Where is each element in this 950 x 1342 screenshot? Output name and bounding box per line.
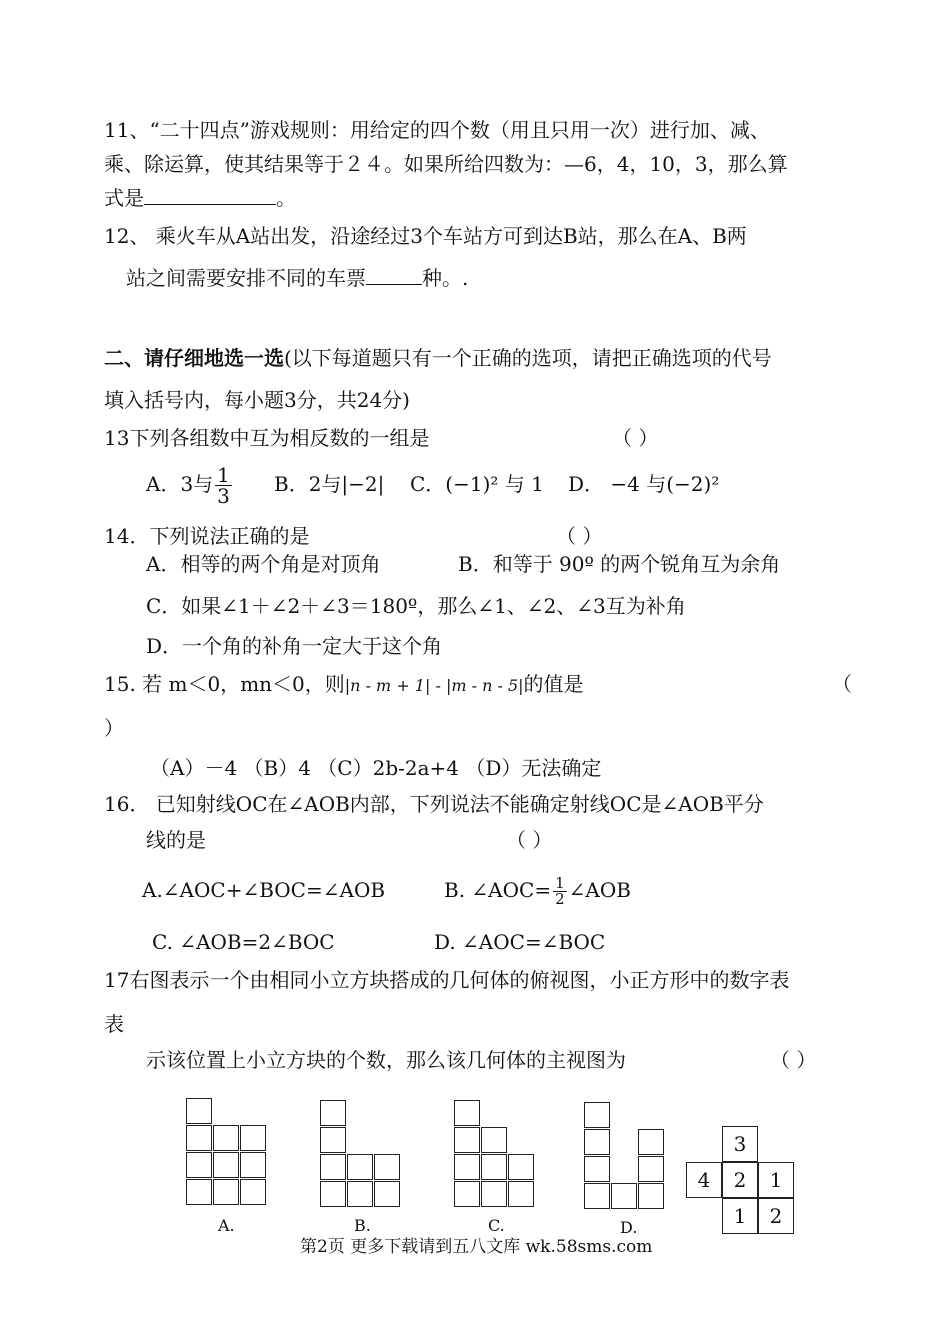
cube-cell [320, 1100, 346, 1126]
q16-option-a: A.∠AOC+∠BOC=∠AOB [142, 878, 386, 902]
q11-line3-post: 。 [276, 186, 296, 210]
q17-label-a: A. [218, 1216, 235, 1235]
q17-line1: 17右图表示一个由相同小立方块搭成的几何体的俯视图，小正方形中的数字表 [104, 968, 790, 992]
q15-stem-post: 的值是 [523, 672, 584, 696]
cube-cell [320, 1181, 346, 1207]
q17-line1-wrap: 表 [104, 1012, 124, 1036]
q11-line1: 11、“二十四点”游戏规则：用给定的四个数（用且只用一次）进行加、减、 [104, 118, 770, 142]
q13-fraction-den: 3 [217, 484, 230, 508]
q15-expression: |n - m + 1| - |m - n - 5| [344, 676, 524, 695]
q16-fraction [553, 876, 567, 907]
q17-figure-d[interactable] [584, 1102, 666, 1212]
cube-cell [584, 1102, 610, 1128]
q11-line2: 乘、除运算，使其结果等于２４。如果所给四数为：—6，4，10，3，那么算 [104, 152, 788, 176]
cube-cell [638, 1156, 664, 1182]
q13-bracket: （ ） [612, 426, 659, 450]
cube-cell [454, 1127, 480, 1153]
section2-heading [104, 344, 772, 372]
q17-top-view [686, 1126, 798, 1238]
cube-cell [374, 1154, 400, 1180]
q16-fraction-den: 2 [555, 890, 565, 908]
cube-cell [320, 1154, 346, 1180]
cube-cell [481, 1181, 507, 1207]
q16-option-d: D. ∠AOC=∠BOC [434, 930, 606, 954]
q11-line3 [104, 184, 296, 212]
q13-option-a-label: A．3与 [146, 472, 214, 496]
q15-bracket-close: ） [104, 716, 124, 740]
q12-line2-pre: 站之间需要安排不同的车票 [126, 266, 366, 290]
q15-stem [104, 670, 584, 700]
cube-cell [611, 1183, 637, 1209]
top-view-cell: 2 [722, 1162, 758, 1198]
section2-title: 二、请仔细地选一选 [104, 346, 284, 370]
cube-cell [584, 1129, 610, 1155]
section2-line2: 填入括号内，每小题3分，共24分) [104, 388, 410, 412]
q15-bracket-open: （ [832, 672, 852, 696]
q16-line1: 16． 已知射线OC在∠AOB内部，下列说法不能确定射线OC是∠AOB平分 [104, 792, 764, 816]
cube-cell [454, 1181, 480, 1207]
cube-cell [638, 1129, 664, 1155]
q14-option-d: D．一个角的补角一定大于这个角 [146, 634, 443, 658]
cube-cell [240, 1179, 266, 1205]
cube-cell [347, 1154, 373, 1180]
cube-cell [638, 1183, 664, 1209]
cube-cell [584, 1183, 610, 1209]
q16-option-b-post: ∠AOB [568, 878, 631, 902]
cube-cell [320, 1127, 346, 1153]
q13-option-c: C．(−1)² 与 1 [410, 472, 544, 496]
q13-option-d: D． −4 与(−2)² [568, 472, 720, 496]
q11-answer-blank[interactable] [144, 184, 276, 205]
cube-cell [508, 1154, 534, 1180]
top-view-cell: 2 [758, 1198, 794, 1234]
q12-answer-blank[interactable] [366, 264, 422, 285]
q14-bracket: （ ） [556, 524, 603, 548]
q16-line2: 线的是 [146, 828, 206, 852]
q14-option-c: C．如果∠1＋∠2＋∠3＝180º，那么∠1、∠2、∠3互为补角 [146, 594, 686, 618]
cube-cell [186, 1098, 212, 1124]
q17-label-c: C. [488, 1216, 505, 1235]
cube-cell [240, 1152, 266, 1178]
q13-option-b: B．2与|−2| [274, 472, 385, 496]
q17-bracket: （ ） [770, 1048, 817, 1072]
q17-label-b: B. [354, 1216, 371, 1235]
cube-cell [186, 1179, 212, 1205]
q14-option-a: A．相等的两个角是对顶角 [146, 552, 381, 576]
cube-cell [584, 1156, 610, 1182]
page-footer: 第2页 更多下载请到五八文库 wk.58sms.com [300, 1237, 653, 1257]
q12-line2 [126, 264, 468, 292]
q13-stem: 13下列各组数中互为相反数的一组是 [104, 426, 430, 450]
q15-stem-pre: 15. 若 m＜0，mn＜0，则 [104, 672, 345, 696]
cube-cell [213, 1179, 239, 1205]
cube-cell [454, 1154, 480, 1180]
q17-line2: 示该位置上小立方块的个数，那么该几何体的主视图为 [146, 1048, 626, 1072]
q17-label-d: D. [620, 1218, 638, 1237]
q16-bracket: （ ） [506, 828, 553, 852]
cube-cell [213, 1152, 239, 1178]
q16-fraction-num: 1 [555, 874, 565, 892]
q14-stem: 14．下列说法正确的是 [104, 524, 310, 548]
q15-options: （A）－4 （B）4 （C）2b-2a+4 （D）无法确定 [150, 756, 602, 780]
q16-option-b-pre: B. ∠AOC= [444, 878, 552, 902]
section2-instructions: (以下每道题只有一个正确的选项，请把正确选项的代号 [284, 346, 772, 370]
q12-line1: 12、 乘火车从A站出发，沿途经过3个车站方可到达B站，那么在A、B两 [104, 224, 747, 248]
cube-cell [240, 1125, 266, 1151]
cube-cell [481, 1127, 507, 1153]
cube-cell [213, 1125, 239, 1151]
q13-fraction [215, 465, 232, 506]
q14-option-b: B．和等于 90º 的两个锐角互为余角 [458, 552, 781, 576]
q16-option-c: C. ∠AOB=2∠BOC [152, 930, 335, 954]
q16-option-b [444, 870, 631, 910]
cube-cell [374, 1181, 400, 1207]
top-view-cell: 4 [686, 1162, 722, 1198]
cube-cell [347, 1181, 373, 1207]
top-view-cell: 1 [758, 1162, 794, 1198]
cube-cell [508, 1181, 534, 1207]
q13-option-a [146, 464, 234, 506]
q12-line2-post: 种。. [422, 266, 469, 290]
q13-fraction-num: 1 [217, 463, 230, 487]
cube-cell [186, 1125, 212, 1151]
q17-figure-b[interactable] [320, 1100, 402, 1210]
cube-cell [186, 1152, 212, 1178]
q17-figure-c[interactable] [454, 1100, 536, 1210]
cube-cell [454, 1100, 480, 1126]
cube-cell [481, 1154, 507, 1180]
q11-line3-pre: 式是 [104, 186, 144, 210]
q17-figure-a[interactable] [186, 1098, 268, 1208]
top-view-cell: 1 [722, 1198, 758, 1234]
top-view-cell: 3 [722, 1126, 758, 1162]
